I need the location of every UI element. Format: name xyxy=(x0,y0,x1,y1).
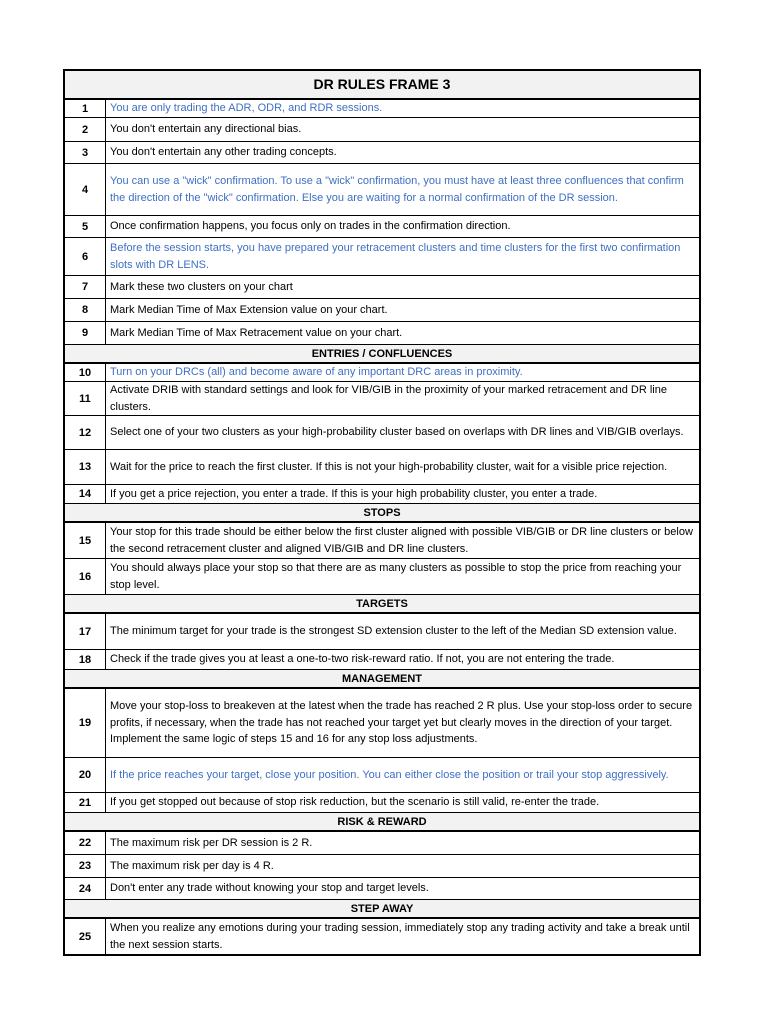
rule-number: 12 xyxy=(65,416,106,449)
table-row xyxy=(65,276,699,299)
rule-text: If you get stopped out because of stop risk reduction, but the scenario is still valid, re-enter the trade. xyxy=(110,796,600,809)
rule-number: 3 xyxy=(65,142,106,163)
table-row xyxy=(65,523,699,559)
section-header: ENTRIES / CONFLUENCES xyxy=(65,345,699,364)
rule-text: The minimum target for your trade is the strongest SD extension cluster to the left of the Median SD extension value. xyxy=(110,625,677,638)
table-row xyxy=(65,364,699,382)
rule-number: 23 xyxy=(65,855,106,877)
rule-text: Once confirmation happens, you focus only on trades in the confirmation direction. xyxy=(110,220,511,233)
table-row xyxy=(65,832,699,855)
rule-text: You don't entertain any directional bias. xyxy=(110,123,302,136)
rule-text: If the price reaches your target, close your position. You can either close the position or trail your stop aggressively. xyxy=(110,768,669,781)
table-row xyxy=(65,382,699,416)
table-row xyxy=(65,164,699,216)
rule-text: Activate DRIB with standard settings and look for VIB/GIB in the proximity of your marked retracement and DR line clusters. xyxy=(110,384,667,413)
table-row xyxy=(65,322,699,345)
rule-number: 10 xyxy=(65,364,106,381)
table-row xyxy=(65,416,699,450)
table-row xyxy=(65,118,699,142)
rule-text: When you realize any emotions during your trading session, immediately stop any trading activity and take a break until the next session starts. xyxy=(110,922,690,951)
table-row xyxy=(65,855,699,878)
rule-text: You are only trading the ADR, ODR, and RDR sessions. xyxy=(110,102,383,115)
rule-number: 14 xyxy=(65,485,106,503)
table-row xyxy=(65,238,699,276)
section-header: TARGETS xyxy=(65,595,699,614)
table-row xyxy=(65,793,699,813)
table-row xyxy=(65,614,699,650)
rule-number: 17 xyxy=(65,614,106,649)
rule-text: Mark Median Time of Max Retracement value on your chart. xyxy=(110,326,403,339)
rule-number: 22 xyxy=(65,832,106,854)
rule-text: Before the session starts, you have prepared your retracement clusters and time clusters for the first two confirmation slots with DR LENS. xyxy=(110,242,681,271)
rule-number: 9 xyxy=(65,322,106,344)
section-header: MANAGEMENT xyxy=(65,670,699,689)
table-row xyxy=(65,919,699,954)
rule-number: 7 xyxy=(65,276,106,298)
section-header: RISK & REWARD xyxy=(65,813,699,832)
rule-text: The maximum risk per DR session is 2 R. xyxy=(110,836,313,849)
table-row xyxy=(65,758,699,793)
rule-text: Move your stop-loss to breakeven at the latest when the trade has reached 2 R plus. Use your stop-loss order to secure profits, if necessary, when the trade has not reached your target yet but clearly moves in the direction of your target. Implement the same logic of steps 15 and 16 for any stop loss adjustments. xyxy=(110,700,693,746)
rule-text: Select one of your two clusters as your high-probability cluster based on overlaps with DR lines and VIB/GIB overlays. xyxy=(110,426,684,439)
rule-text: Check if the trade gives you at least a one-to-two risk-reward ratio. If not, you are not entering the trade. xyxy=(110,653,615,666)
rule-number: 11 xyxy=(65,382,106,415)
rule-number: 18 xyxy=(65,650,106,669)
table-row xyxy=(65,216,699,238)
table-row xyxy=(65,450,699,485)
table-row xyxy=(65,689,699,758)
rule-number: 5 xyxy=(65,216,106,237)
rule-text: The maximum risk per day is 4 R. xyxy=(110,859,274,872)
rule-number: 20 xyxy=(65,758,106,792)
rule-text: You should always place your stop so that there are as many clusters as possible to stop the price from reaching your stop level. xyxy=(110,562,682,591)
rule-number: 16 xyxy=(65,559,106,594)
rule-text: You don't entertain any other trading concepts. xyxy=(110,146,337,159)
rule-number: 24 xyxy=(65,878,106,899)
rule-text: If you get a price rejection, you enter a trade. If this is your high probability cluster, you enter a trade. xyxy=(110,487,598,500)
rule-text: Mark these two clusters on your chart xyxy=(110,280,293,293)
rule-number: 15 xyxy=(65,523,106,558)
rule-number: 13 xyxy=(65,450,106,484)
rule-number: 21 xyxy=(65,793,106,812)
rule-number: 25 xyxy=(65,919,106,954)
rule-text: Wait for the price to reach the first cluster. If this is not your high-probability cluster, wait for a visible price rejection. xyxy=(110,460,668,473)
table-row xyxy=(65,878,699,900)
rule-number: 6 xyxy=(65,238,106,275)
rule-number: 19 xyxy=(65,689,106,757)
rule-text: Mark Median Time of Max Extension value on your chart. xyxy=(110,303,388,316)
table-row xyxy=(65,299,699,322)
section-header: STEP AWAY xyxy=(65,900,699,919)
table-row xyxy=(65,100,699,118)
table-title: DR RULES FRAME 3 xyxy=(65,71,699,100)
rules-body xyxy=(65,100,699,954)
rules-table xyxy=(63,69,701,956)
table-row xyxy=(65,485,699,504)
rule-text: Don't enter any trade without knowing your stop and target levels. xyxy=(110,882,429,895)
table-row xyxy=(65,650,699,670)
rule-text: You can use a "wick" confirmation. To use a "wick" confirmation, you must have at least three confluences that confirm the direction of the "wick" confirmation. Else you are waiting for a normal confirmation of the DR session. xyxy=(110,175,684,204)
table-row xyxy=(65,559,699,595)
rule-text: Your stop for this trade should be either below the first cluster aligned with possible VIB/GIB or DR line clusters or below the second retracement cluster and aligned VIB/GIB and DR line clusters. xyxy=(110,526,693,555)
rule-number: 8 xyxy=(65,299,106,321)
section-header: STOPS xyxy=(65,504,699,523)
table-row xyxy=(65,142,699,164)
rule-number: 4 xyxy=(65,164,106,215)
rule-number: 2 xyxy=(65,118,106,141)
rule-text: Turn on your DRCs (all) and become aware of any important DRC areas in proximity. xyxy=(110,366,523,379)
rule-number: 1 xyxy=(65,100,106,117)
